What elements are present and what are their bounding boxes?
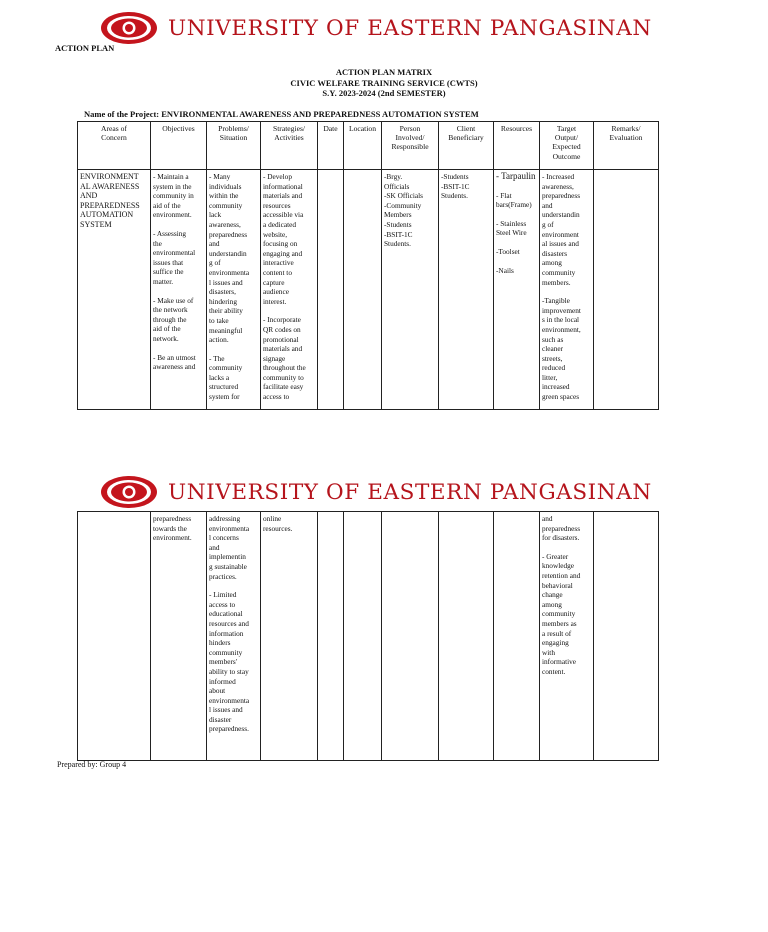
- client-text: -BSIT-1C: [441, 181, 470, 191]
- problems-cell: [207, 170, 261, 410]
- problem-text: informed: [209, 676, 236, 686]
- target-text: -Tangible: [542, 296, 570, 306]
- problem-text: disaster: [209, 714, 232, 724]
- column-header-text: Activities: [274, 133, 304, 143]
- target-text: members as: [542, 618, 577, 628]
- column-header-text: Situation: [219, 133, 248, 143]
- target-text: informative: [542, 657, 577, 667]
- target-text: understandin: [542, 210, 580, 220]
- problem-text: practices.: [209, 571, 237, 581]
- target-text: retention and: [542, 570, 581, 580]
- objective-text: network.: [153, 333, 179, 343]
- problem-text: - The: [209, 353, 225, 363]
- strategy-text: resources: [263, 200, 291, 210]
- target-text: preparedness: [542, 191, 581, 201]
- person-text: -BSIT-1C: [384, 229, 413, 239]
- action-plan-table-continued: [77, 511, 659, 761]
- strategy-text: online: [263, 514, 282, 523]
- problem-text: and: [209, 542, 220, 552]
- problem-text: understandin: [209, 248, 247, 258]
- strategies-cell: [261, 512, 318, 761]
- strategy-text: audience: [263, 287, 289, 297]
- area-text: AL AWARENESS: [80, 181, 140, 191]
- target-text: litter,: [542, 372, 558, 382]
- target-text: behavioral: [542, 580, 573, 590]
- problem-text: hindering: [209, 296, 237, 306]
- problem-text: awareness,: [209, 219, 241, 229]
- target-text: and: [542, 200, 553, 210]
- problem-text: members': [209, 657, 238, 667]
- university-header: [100, 475, 666, 509]
- area-text: PREPAREDNESS: [80, 200, 140, 210]
- problem-text: their ability: [209, 306, 243, 316]
- action-plan-table: [77, 121, 659, 410]
- target-text: environment: [542, 229, 579, 239]
- column-header-text: Evaluation: [609, 133, 643, 143]
- targets-cell: [540, 512, 594, 761]
- column-header-text: Person: [399, 124, 421, 133]
- problem-text: system for: [209, 392, 240, 402]
- column-header: [594, 122, 659, 170]
- objective-text: issues that: [153, 257, 184, 267]
- resource-text: -Toolset: [496, 246, 520, 256]
- column-header-text: Strategies/: [272, 124, 306, 133]
- strategy-text: engaging and: [263, 248, 303, 258]
- objective-text: environment.: [153, 210, 192, 220]
- strategy-text: interest.: [263, 296, 287, 306]
- objective-text: through the: [153, 314, 187, 324]
- objective-text: system in the: [153, 181, 192, 191]
- strategy-text: signage: [263, 353, 286, 363]
- column-header: [540, 122, 594, 170]
- objective-text: - Assessing: [153, 228, 187, 238]
- resource-text: - Tarpaulin: [496, 171, 536, 181]
- resource-text: Steel Wire: [496, 228, 527, 238]
- university-seal-icon: [100, 11, 158, 45]
- objective-text: - Maintain a: [153, 172, 189, 181]
- strategy-text: capture: [263, 277, 285, 287]
- column-header-text: Objectives: [162, 124, 195, 133]
- table-row: [78, 512, 659, 761]
- column-header: [344, 122, 382, 170]
- problem-text: preparedness: [209, 229, 248, 239]
- strategy-text: website,: [263, 229, 288, 239]
- target-text: improvement: [542, 305, 581, 315]
- objective-text: - Make use of: [153, 295, 194, 305]
- problem-text: resources and: [209, 618, 249, 628]
- objectives-cell: [151, 170, 207, 410]
- strategy-text: QR codes on: [263, 324, 301, 334]
- target-text: change: [542, 590, 563, 600]
- problem-text: environmenta: [209, 523, 250, 533]
- objective-text: aid of the: [153, 200, 181, 210]
- resources-cell: [494, 512, 540, 761]
- column-header: [78, 122, 151, 170]
- target-text: content.: [542, 666, 566, 676]
- problem-text: and: [209, 239, 220, 249]
- target-text: engaging: [542, 638, 569, 648]
- problem-text: information: [209, 628, 244, 638]
- table-row: [78, 170, 659, 410]
- column-header: [151, 122, 207, 170]
- problem-text: individuals: [209, 181, 242, 191]
- strategy-text: materials and: [263, 344, 303, 354]
- column-header: [318, 122, 344, 170]
- problem-text: within the: [209, 191, 239, 201]
- problem-text: educational: [209, 609, 243, 619]
- objective-text: environmental: [153, 248, 196, 258]
- objective-text: the: [153, 238, 162, 248]
- objective-text: matter.: [153, 276, 174, 286]
- areas-of-concern-cell: [78, 170, 151, 410]
- strategy-text: accessible via: [263, 210, 304, 220]
- column-header-text: Output/: [554, 133, 579, 143]
- objective-text: awareness and: [153, 362, 196, 372]
- problem-text: addressing: [209, 514, 241, 523]
- person-text: Members: [384, 210, 412, 220]
- target-text: disasters: [542, 248, 568, 258]
- problem-text: disasters,: [209, 287, 236, 297]
- strategy-text: a dedicated: [263, 219, 297, 229]
- problem-text: structured: [209, 382, 239, 392]
- date-cell: [318, 170, 344, 410]
- target-text: for disasters.: [542, 533, 580, 543]
- persons-cell: [382, 512, 439, 761]
- column-header-text: Remarks/: [611, 124, 641, 133]
- objective-text: environment.: [153, 533, 192, 543]
- problem-text: community: [209, 647, 243, 657]
- client-text: Students.: [441, 191, 468, 201]
- column-header-text: Problems/: [218, 124, 249, 133]
- target-text: green spaces: [542, 392, 580, 402]
- column-header: [382, 122, 439, 170]
- target-text: knowledge: [542, 561, 575, 571]
- problem-text: l issues and: [209, 277, 243, 287]
- objective-text: towards the: [153, 523, 187, 533]
- column-header-text: Beneficiary: [448, 133, 484, 143]
- problem-text: meaningful: [209, 325, 243, 335]
- target-text: cleaner: [542, 344, 564, 354]
- target-text: s in the local: [542, 315, 580, 325]
- column-header-text: Client: [456, 124, 476, 133]
- problem-text: lacks a: [209, 372, 230, 382]
- clients-cell: [439, 512, 494, 761]
- objective-text: suffice the: [153, 267, 184, 277]
- target-text: - Increased: [542, 172, 575, 181]
- person-text: Officials: [384, 181, 410, 191]
- person-text: -Students: [384, 219, 412, 229]
- strategy-text: community to: [263, 372, 304, 382]
- column-header-text: Concern: [101, 133, 127, 143]
- target-text: a result of: [542, 628, 572, 638]
- strategy-text: promotional: [263, 334, 299, 344]
- area-text: AND: [80, 191, 98, 201]
- title-line: S.Y. 2023-2024 (2nd SEMESTER): [322, 88, 446, 98]
- strategy-text: throughout the: [263, 363, 306, 373]
- target-text: increased: [542, 382, 570, 392]
- remarks-cell: [594, 170, 659, 410]
- problem-text: l issues and: [209, 705, 243, 715]
- resource-text: - Flat: [496, 190, 512, 200]
- targets-cell: [540, 170, 594, 410]
- column-header-text: Resources: [500, 124, 533, 133]
- university-seal-icon: [100, 475, 158, 509]
- university-header: [100, 11, 666, 45]
- persons-cell: [382, 170, 439, 410]
- objective-text: preparedness: [153, 514, 192, 523]
- column-header-text: Outcome: [552, 151, 581, 161]
- target-text: environment,: [542, 324, 581, 334]
- problem-text: - Limited: [209, 590, 237, 600]
- column-header-text: Location: [349, 124, 376, 133]
- university-name: UNIVERSITY OF EASTERN PANGASINAN: [168, 479, 652, 505]
- problem-text: l concerns: [209, 533, 239, 543]
- target-text: and: [542, 514, 553, 523]
- problem-text: implementin: [209, 552, 246, 562]
- target-text: among: [542, 599, 562, 609]
- problem-text: ability to stay: [209, 666, 249, 676]
- objectives-cell: [151, 512, 207, 761]
- objective-text: community in: [153, 191, 194, 201]
- target-text: al issues and: [542, 239, 579, 249]
- problem-text: to take: [209, 315, 229, 325]
- target-text: reduced: [542, 363, 566, 373]
- objective-text: - Be an utmost: [153, 352, 196, 362]
- problem-text: access to: [209, 599, 236, 609]
- strategy-text: interactive: [263, 258, 294, 268]
- areas-of-concern-cell: [78, 512, 151, 761]
- target-text: awareness,: [542, 181, 574, 191]
- client-text: -Students: [441, 172, 469, 181]
- column-header: [494, 122, 540, 170]
- date-cell: [318, 512, 344, 761]
- strategy-text: resources.: [263, 523, 293, 533]
- strategy-text: focusing on: [263, 239, 298, 249]
- strategy-text: facilitate easy: [263, 382, 304, 392]
- person-text: Students.: [384, 239, 411, 249]
- doc-titles: [0, 67, 768, 99]
- problem-text: environmenta: [209, 695, 250, 705]
- column-header-text: Responsible: [391, 142, 429, 152]
- strategy-text: - Incorporate: [263, 315, 301, 325]
- resource-text: bars(Frame): [496, 200, 532, 210]
- problems-cell: [207, 512, 261, 761]
- column-header-text: Date: [323, 124, 338, 133]
- resource-text: - Stainless: [496, 218, 527, 228]
- strategy-text: materials and: [263, 191, 303, 201]
- column-header-text: Target: [556, 124, 577, 133]
- column-header: [439, 122, 494, 170]
- target-text: such as: [542, 334, 564, 344]
- column-header-text: Involved/: [395, 133, 425, 143]
- location-cell: [344, 170, 382, 410]
- remarks-cell: [594, 512, 659, 761]
- strategies-cell: [261, 170, 318, 410]
- clients-cell: [439, 170, 494, 410]
- strategy-text: informational: [263, 181, 303, 191]
- problem-text: community: [209, 200, 243, 210]
- problem-text: g sustainable: [209, 561, 247, 571]
- prepared-by: Prepared by: Group 4: [57, 760, 127, 769]
- column-header-text: Areas of: [101, 124, 127, 133]
- problem-text: action.: [209, 335, 229, 345]
- target-text: g of: [542, 219, 554, 229]
- project-name: Name of the Project: ENVIRONMENTAL AWARENESS AND PREPAREDNESS AUTOMATION SYSTEM: [84, 109, 479, 119]
- target-text: among: [542, 258, 562, 268]
- problem-text: lack: [209, 210, 222, 220]
- location-cell: [344, 512, 382, 761]
- objective-text: aid of the: [153, 324, 181, 334]
- objective-text: the network: [153, 305, 188, 315]
- title-line: ACTION PLAN MATRIX: [335, 67, 433, 77]
- resources-cell: [494, 170, 540, 410]
- area-text: SYSTEM: [80, 219, 112, 229]
- strategy-text: access to: [263, 392, 290, 402]
- title-line: CIVIC WELFARE TRAINING SERVICE (CWTS): [290, 77, 478, 88]
- problem-text: environmenta: [209, 267, 250, 277]
- header-row: [78, 122, 659, 170]
- problem-text: preparedness.: [209, 724, 249, 734]
- person-text: -Brgy.: [384, 172, 403, 181]
- doc-label: ACTION PLAN: [55, 43, 115, 53]
- strategy-text: - Develop: [263, 172, 292, 181]
- resource-text: -Nails: [496, 265, 514, 275]
- person-text: -SK Officials: [384, 191, 423, 201]
- target-text: - Greater: [542, 551, 569, 561]
- target-text: preparedness: [542, 523, 581, 533]
- target-text: community: [542, 267, 576, 277]
- area-text: ENVIRONMENT: [80, 172, 139, 181]
- problem-text: about: [209, 686, 226, 696]
- person-text: -Community: [384, 200, 422, 210]
- area-text: AUTOMATION: [80, 210, 134, 220]
- problem-text: g of: [209, 258, 221, 268]
- target-text: with: [542, 647, 555, 657]
- strategy-text: content to: [263, 267, 292, 277]
- target-text: streets,: [542, 353, 563, 363]
- target-text: community: [542, 609, 576, 619]
- university-name: UNIVERSITY OF EASTERN PANGASINAN: [168, 15, 652, 41]
- target-text: members.: [542, 277, 571, 287]
- problem-text: hinders: [209, 638, 231, 648]
- problem-text: - Many: [209, 172, 231, 181]
- column-header: [261, 122, 318, 170]
- column-header-text: Expected: [552, 142, 581, 152]
- problem-text: community: [209, 363, 243, 373]
- column-header: [207, 122, 261, 170]
